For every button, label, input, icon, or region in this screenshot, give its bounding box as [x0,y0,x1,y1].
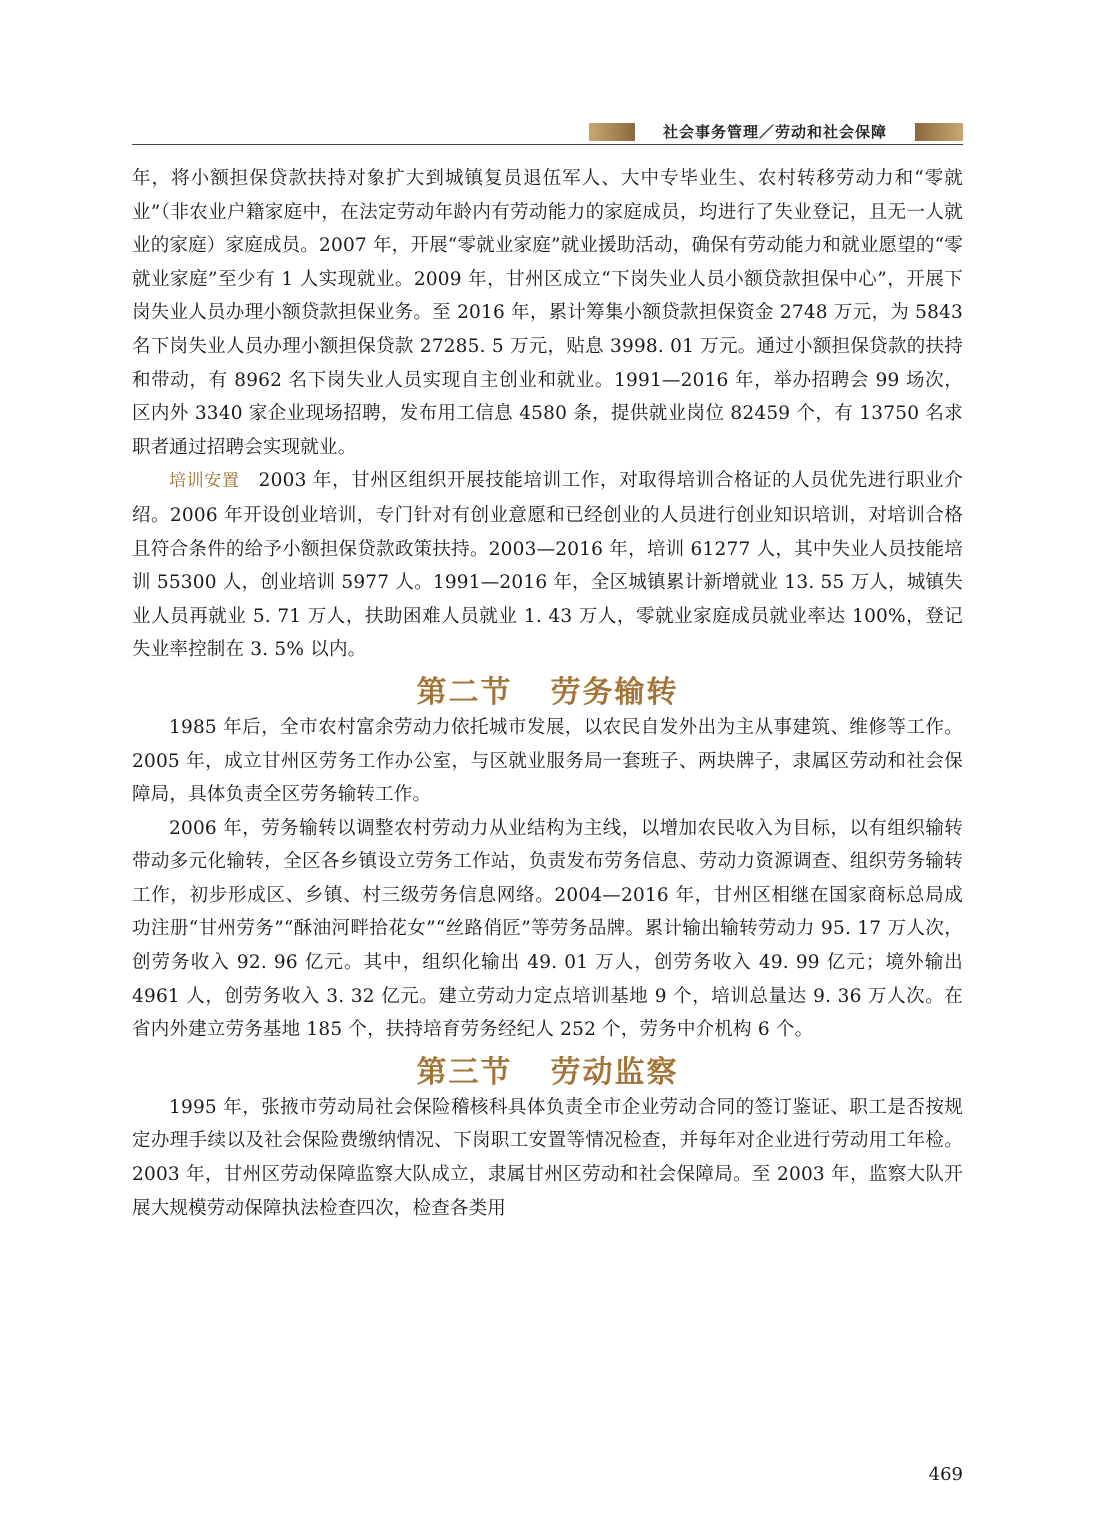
header-decor-bar-right [915,123,963,141]
paragraph-section2-1: 1985 年后，全市农村富余劳动力依托城市发展，以农民自发外出为主从事建筑、维修等工作。2005 年，成立甘州区劳务工作办公室，与区就业服务局一套班子、两块牌子，隶属区劳动和社会保障局，具体负责全区劳务输转工作。 [132,716,963,806]
section-2-title: 劳务输转 [550,674,679,710]
page-number: 469 [928,1464,963,1485]
paragraph-continuation: 年，将小额担保贷款扶持对象扩大到城镇复员退伍军人、大中专毕业生、农村转移劳动力和“零就业”（非农业户籍家庭中，在法定劳动年龄内有劳动能力的家庭成员，均进行了失业登记，且无一人就业的家庭）家庭成员。2007 年，开展“零就业家庭”就业援助活动，确保有劳动能力和就业愿望的“零就业家庭”至少有 1 人实现就业。2009 年，甘州区成立“下岗失业人员小额贷款担保中心”，开展下岗失业人员办理小额贷款担保业务。至 2016 年，累计筹集小额贷款担保资金 2748 万元，为 5843 名下岗失业人员办理小额担保贷款 27285. 5 万元，贴息 3998. 01 万元。通过小额担保贷款的扶持和带动，有 8962 名下岗失业人员实现自主创业和就业。1991—2016 年，举办招聘会 99 场次，区内外 3340 家企业现场招聘，发布用工信息 4580 条，提供就业岗位 82459 个，有 13750 名求职者通过招聘会实现就业。 [132,168,963,458]
section-3-title: 劳动监察 [550,1054,679,1090]
paragraph-section3-1: 1995 年，张掖市劳动局社会保险稽核科具体负责全市企业劳动合同的签订鉴证、职工是否按规定办理手续以及社会保险费缴纳情况、下岗职工安置等情况检查，并每年对企业进行劳动用工年检。2003 年，甘州区劳动保障监察大队成立，隶属甘州区劳动和社会保障局。至 2003 年，监察大队开展大规模劳动保障执法检查四次，检查各类用 [132,1096,963,1219]
header-rule [132,144,963,145]
paragraph-training [132,464,963,667]
page-body [132,162,963,1225]
section-heading-2 [132,667,963,711]
header-title: 社会事务管理／劳动和社会保障 [662,123,887,141]
paragraph-training-text: 2003 年，甘州区组织开展技能培训工作，对取得培训合格证的人员优先进行职业介绍。2006 年开设创业培训，专门针对有创业意愿和已经创业的人员进行创业知识培训，对培训合格且符合条件的给予小额担保贷款政策扶持。2003—2016 年，培训 61277 人，其中失业人员技能培训 55300 人，创业培训 5977 人。1991—2016 年，全区城镇累计新增就业 13. 55 万人，城镇失业人员再就业 5. 71 万人，扶助困难人员就业 1. 43 万人，零就业家庭成员就业率达 100%，登记失业率控制在 3. 5% 以内。 [132,470,963,661]
running-header [132,120,963,146]
header-decor-bar-left [589,123,635,141]
paragraph-section2-2: 2006 年，劳务输转以调整农村劳动力从业结构为主线，以增加农民收入为目标，以有组织输转带动多元化输转，全区各乡镇设立劳务工作站，负责发布劳务信息、劳动力资源调查、组织劳务输转工作，初步形成区、乡镇、村三级劳务信息网络。2004—2016 年，甘州区相继在国家商标总局成功注册“甘州劳务”“酥油河畔拾花女”“丝路俏匠”等劳务品牌。累计输出输转劳动力 95. 17 万人次，创劳务收入 92. 96 亿元。其中，组织化输出 49. 01 万人，创劳务收入 49. 99 亿元；境外输出 4961 人，创劳务收入 3. 32 亿元。建立劳动力定点培训基地 9 个，培训总量达 9. 36 万人次。在省内外建立劳务基地 185 个，扶持培育劳务经纪人 252 个，劳务中介机构 6 个。 [132,817,963,1041]
section-3-number: 第三节 [416,1054,513,1090]
section-2-number: 第二节 [416,674,513,710]
paragraph-lead-training: 培训安置 [169,471,240,492]
section-heading-3 [132,1047,963,1091]
